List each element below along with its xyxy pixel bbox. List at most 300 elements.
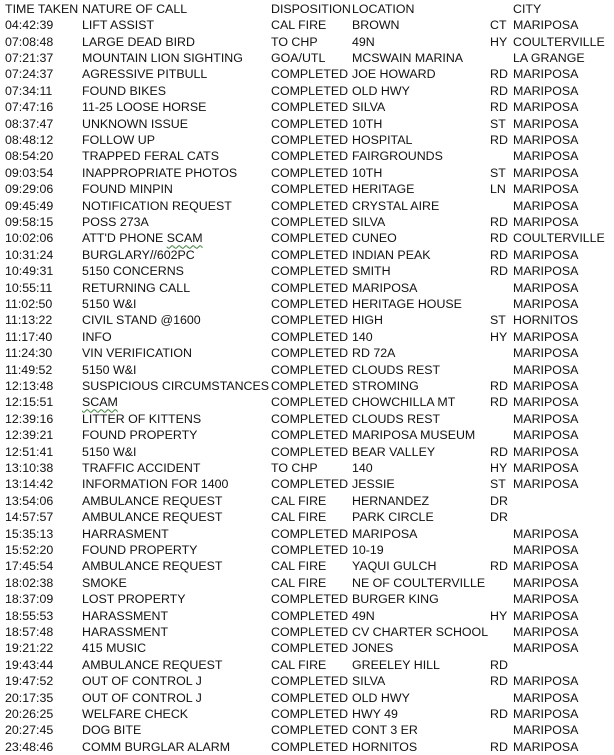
- table-row: [0, 394, 614, 410]
- call-disposition: COMPLETED: [271, 362, 349, 377]
- table-row: [0, 99, 614, 115]
- call-location: MCSWAIN MARINA: [352, 51, 464, 65]
- call-street-suffix: CT: [490, 18, 507, 33]
- call-disposition: CAL FIRE: [271, 559, 327, 574]
- table-row: [0, 608, 614, 624]
- table-row: [0, 476, 614, 492]
- call-street-suffix: RD: [490, 264, 508, 279]
- table-row: [0, 116, 614, 132]
- call-disposition: COMPLETED: [271, 67, 349, 82]
- table-row: [0, 362, 614, 378]
- call-city: MARIPOSA: [513, 165, 579, 180]
- call-street-suffix: ST: [490, 313, 506, 328]
- table-row: [0, 493, 614, 509]
- call-disposition: COMPLETED: [271, 297, 349, 311]
- table-row: [0, 148, 614, 164]
- call-disposition: COMPLETED: [271, 723, 349, 738]
- call-street-suffix: RD: [490, 739, 508, 754]
- call-location: JONES: [352, 641, 394, 656]
- call-street-suffix: RD: [490, 67, 508, 82]
- table-row: [0, 345, 614, 361]
- call-city: MARIPOSA: [513, 297, 579, 311]
- call-nature: COMM BURGLAR ALARM: [82, 739, 231, 754]
- call-time: 11:49:52: [5, 362, 53, 377]
- call-city: MARIPOSA: [513, 461, 579, 475]
- call-nature: AMBULANCE REQUEST: [82, 657, 223, 672]
- table-row: [0, 17, 614, 33]
- call-street-suffix: DR: [490, 493, 508, 508]
- call-nature: MOUNTAIN LION SIGHTING: [82, 51, 243, 65]
- call-nature: LIFT ASSIST: [82, 18, 155, 33]
- table-row: [0, 558, 614, 574]
- call-disposition: COMPLETED: [271, 707, 349, 721]
- table-row: [0, 83, 614, 99]
- call-city: MARIPOSA: [513, 592, 579, 607]
- call-city: MARIPOSA: [513, 559, 579, 574]
- call-location: SILVA: [352, 215, 386, 229]
- call-time: 19:21:22: [5, 641, 54, 656]
- call-city: MARIPOSA: [513, 575, 579, 590]
- call-time: 08:37:47: [5, 116, 54, 131]
- call-disposition: COMPLETED: [271, 608, 349, 623]
- call-nature: [82, 394, 118, 410]
- call-disposition: COMPLETED: [271, 149, 349, 164]
- call-nature: DOG BITE: [82, 723, 142, 738]
- call-nature: [82, 230, 203, 246]
- call-location: CHOWCHILLA MT: [352, 395, 456, 410]
- call-city: MARIPOSA: [513, 18, 579, 33]
- call-disposition: COMPLETED: [271, 231, 349, 246]
- call-disposition: COMPLETED: [271, 133, 349, 147]
- call-city: MARIPOSA: [513, 133, 579, 147]
- call-city: COULTERVILLE: [513, 231, 605, 246]
- call-disposition: COMPLETED: [271, 182, 349, 197]
- call-city: MARIPOSA: [513, 739, 579, 754]
- call-location: 10TH: [352, 116, 383, 131]
- call-time: 12:15:51: [5, 395, 54, 410]
- table-row: [0, 657, 614, 673]
- call-location: HOSPITAL: [352, 133, 413, 147]
- call-location: CV CHARTER SCHOOL: [352, 625, 489, 639]
- call-street-suffix: ST: [490, 165, 506, 180]
- call-nature: 5150 W&I: [82, 362, 137, 377]
- spellcheck-flagged-word: SCAM: [82, 395, 118, 410]
- call-disposition: COMPLETED: [271, 313, 349, 328]
- call-location: GREELEY HILL: [352, 657, 440, 672]
- call-time: 20:27:45: [5, 723, 54, 738]
- call-nature: RETURNING CALL: [82, 280, 191, 295]
- call-disposition: COMPLETED: [271, 83, 349, 98]
- table-row: [0, 50, 614, 66]
- call-disposition: TO CHP: [271, 34, 318, 49]
- call-nature: 5150 W&I: [82, 297, 137, 311]
- call-city: HORNITOS: [513, 313, 579, 328]
- call-location: 140: [352, 461, 373, 475]
- call-disposition: COMPLETED: [271, 116, 349, 131]
- call-street-suffix: RD: [490, 657, 508, 672]
- call-disposition: COMPLETED: [271, 215, 349, 229]
- call-disposition: COMPLETED: [271, 592, 349, 607]
- call-nature: 5150 CONCERNS: [82, 264, 184, 279]
- header-disposition: DISPOSITION: [271, 2, 351, 16]
- call-nature: AMBULANCE REQUEST: [82, 493, 223, 508]
- call-street-suffix: RD: [490, 215, 508, 229]
- call-location: SILVA: [352, 100, 386, 115]
- call-city: MARIPOSA: [513, 182, 579, 197]
- call-street-suffix: RD: [490, 395, 508, 410]
- call-disposition: COMPLETED: [271, 477, 349, 492]
- call-location: HERITAGE: [352, 182, 415, 197]
- table-row: [0, 280, 614, 296]
- call-location: CONT 3 ER: [352, 723, 418, 738]
- table-row: [0, 542, 614, 558]
- call-time: 07:08:48: [5, 34, 54, 49]
- call-time: 10:02:06: [5, 231, 54, 246]
- call-location: MARIPOSA: [352, 526, 418, 541]
- call-street-suffix: HY: [490, 329, 508, 344]
- call-disposition: COMPLETED: [271, 329, 349, 344]
- table-row: [0, 247, 614, 263]
- call-street-suffix: RD: [490, 707, 508, 721]
- call-city: MARIPOSA: [513, 395, 579, 410]
- call-city: MARIPOSA: [513, 428, 579, 443]
- call-location: RD 72A: [352, 346, 396, 361]
- table-row: [0, 230, 614, 246]
- table-row: [0, 329, 614, 345]
- call-disposition: COMPLETED: [271, 411, 349, 426]
- call-time: 18:57:48: [5, 625, 54, 639]
- call-time: 13:14:42: [5, 477, 54, 492]
- call-nature: LARGE DEAD BIRD: [82, 34, 195, 49]
- call-time: 12:39:16: [5, 411, 54, 426]
- call-nature: FOUND PROPERTY: [82, 428, 198, 443]
- header-nature: NATURE OF CALL: [82, 2, 188, 16]
- call-time: 10:49:31: [5, 264, 54, 279]
- call-location: 140: [352, 329, 373, 344]
- table-row: [0, 673, 614, 689]
- table-row: [0, 198, 614, 214]
- call-nature: INFORMATION FOR 1400: [82, 477, 229, 492]
- table-row: [0, 378, 614, 394]
- call-street-suffix: ST: [490, 116, 506, 131]
- call-city: MARIPOSA: [513, 707, 579, 721]
- call-time: 20:26:25: [5, 707, 54, 721]
- call-city: MARIPOSA: [513, 67, 579, 82]
- call-location: JOE HOWARD: [352, 67, 436, 82]
- call-nature: OUT OF CONTROL J: [82, 690, 202, 705]
- call-time: 08:54:20: [5, 149, 54, 164]
- call-disposition: CAL FIRE: [271, 575, 327, 590]
- call-street-suffix: RD: [490, 231, 508, 246]
- call-nature: 5150 W&I: [82, 444, 137, 459]
- call-nature: VIN VERIFICATION: [82, 346, 192, 361]
- call-city: COULTERVILLE: [513, 34, 605, 49]
- call-nature: HARASSMENT: [82, 625, 169, 639]
- table-row: [0, 706, 614, 722]
- call-nature: SMOKE: [82, 575, 127, 590]
- call-location: CUNEO: [352, 231, 397, 246]
- call-location: HORNITOS: [352, 739, 418, 754]
- call-nature: FOUND PROPERTY: [82, 543, 198, 557]
- call-city: LA GRANGE: [513, 51, 585, 65]
- table-row: [0, 312, 614, 328]
- call-time: 18:55:53: [5, 608, 54, 623]
- header-row: [0, 1, 614, 17]
- call-time: 07:34:11: [5, 83, 53, 98]
- call-disposition: COMPLETED: [271, 674, 349, 689]
- call-street-suffix: RD: [490, 83, 508, 98]
- call-disposition: COMPLETED: [271, 428, 349, 443]
- call-street-suffix: RD: [490, 674, 508, 689]
- call-street-suffix: HY: [490, 34, 508, 49]
- call-city: MARIPOSA: [513, 116, 579, 131]
- call-location: HERNANDEZ: [352, 493, 430, 508]
- call-street-suffix: RD: [490, 100, 508, 115]
- table-row: [0, 165, 614, 181]
- call-nature: AMBULANCE REQUEST: [82, 559, 223, 574]
- call-disposition: COMPLETED: [271, 526, 349, 541]
- call-disposition: TO CHP: [271, 461, 318, 475]
- table-row: [0, 66, 614, 82]
- call-disposition: COMPLETED: [271, 247, 349, 262]
- call-nature: FOUND BIKES: [82, 83, 166, 98]
- call-time: 11:24:30: [5, 346, 53, 361]
- call-street-suffix: RD: [490, 559, 508, 574]
- call-location: HERITAGE HOUSE: [352, 297, 462, 311]
- call-location: HIGH: [352, 313, 383, 328]
- call-nature: 415 MUSIC: [82, 641, 147, 656]
- call-disposition: COMPLETED: [271, 198, 349, 213]
- call-street-suffix: RD: [490, 444, 508, 459]
- call-location: BEAR VALLEY: [352, 444, 436, 459]
- call-nature: WELFARE CHECK: [82, 707, 189, 721]
- call-time: 12:13:48: [5, 379, 54, 393]
- call-city: MARIPOSA: [513, 444, 579, 459]
- call-nature: LITTER OF KITTENS: [82, 411, 202, 426]
- call-time: 19:43:44: [5, 657, 54, 672]
- call-nature: NOTIFICATION REQUEST: [82, 198, 232, 213]
- call-street-suffix: RD: [490, 133, 508, 147]
- call-disposition: COMPLETED: [271, 690, 349, 705]
- call-time: 09:03:54: [5, 165, 54, 180]
- call-location: FAIRGROUNDS: [352, 149, 443, 164]
- call-nature: SUSPICIOUS CIRCUMSTANCES: [82, 379, 270, 393]
- table-row: [0, 411, 614, 427]
- table-row: [0, 427, 614, 443]
- call-street-suffix: ST: [490, 477, 506, 492]
- call-city: MARIPOSA: [513, 100, 579, 115]
- call-city: MARIPOSA: [513, 329, 579, 344]
- call-city: MARIPOSA: [513, 477, 579, 492]
- call-time: 17:45:54: [5, 559, 54, 574]
- call-location: HWY 49: [352, 707, 398, 721]
- table-row: [0, 296, 614, 312]
- call-city: MARIPOSA: [513, 198, 579, 213]
- call-nature: AGRESSIVE PITBULL: [82, 67, 208, 82]
- call-disposition: GOA/UTL: [271, 51, 326, 65]
- call-nature-text: ATT'D PHONE: [82, 231, 167, 246]
- call-time: 14:57:57: [5, 510, 54, 525]
- call-street-suffix: HY: [490, 461, 508, 475]
- call-city: MARIPOSA: [513, 280, 579, 295]
- table-row: [0, 509, 614, 525]
- call-location: CLOUDS REST: [352, 362, 441, 377]
- table-row: [0, 526, 614, 542]
- call-disposition: CAL FIRE: [271, 657, 327, 672]
- call-city: MARIPOSA: [513, 83, 579, 98]
- call-location: SMITH: [352, 264, 391, 279]
- spellcheck-flagged-word: SCAM: [166, 231, 203, 246]
- call-disposition: COMPLETED: [271, 280, 349, 295]
- call-disposition: COMPLETED: [271, 100, 349, 115]
- call-street-suffix: RD: [490, 379, 508, 393]
- call-location: YAQUI GULCH: [352, 559, 437, 574]
- call-location: BURGER KING: [352, 592, 439, 607]
- call-city: MARIPOSA: [513, 362, 579, 377]
- call-time: 11:13:22: [5, 313, 53, 328]
- table-row: [0, 690, 614, 706]
- call-time: 15:35:13: [5, 526, 54, 541]
- call-city: MARIPOSA: [513, 625, 579, 639]
- call-disposition: COMPLETED: [271, 165, 349, 180]
- header-location: LOCATION: [352, 2, 415, 16]
- call-nature: 11-25 LOOSE HORSE: [82, 100, 207, 115]
- call-location: JESSIE: [352, 477, 395, 492]
- call-time: 10:55:11: [5, 280, 53, 295]
- call-location: 10-19: [352, 543, 384, 557]
- call-time: 11:02:50: [5, 297, 53, 311]
- call-time: 18:37:09: [5, 592, 54, 607]
- call-time: 07:47:16: [5, 100, 54, 115]
- call-city: MARIPOSA: [513, 411, 579, 426]
- call-nature: UNKNOWN ISSUE: [82, 116, 189, 131]
- call-nature: AMBULANCE REQUEST: [82, 510, 223, 525]
- call-nature: INFO: [82, 329, 112, 344]
- call-nature: FOLLOW UP: [82, 133, 155, 147]
- call-nature: BURGLARY//602PC: [82, 247, 195, 262]
- call-time: 12:39:21: [5, 428, 54, 443]
- call-disposition: COMPLETED: [271, 379, 349, 393]
- call-disposition: COMPLETED: [271, 264, 349, 279]
- call-city: MARIPOSA: [513, 526, 579, 541]
- call-city: MARIPOSA: [513, 608, 579, 623]
- call-time: 07:21:37: [5, 51, 54, 65]
- call-disposition: CAL FIRE: [271, 493, 327, 508]
- call-city: MARIPOSA: [513, 674, 579, 689]
- call-location: MARIPOSA: [352, 280, 418, 295]
- call-street-suffix: HY: [490, 608, 508, 623]
- call-time: 10:31:24: [5, 247, 54, 262]
- call-city: MARIPOSA: [513, 346, 579, 361]
- call-time: 23:48:46: [5, 739, 54, 754]
- call-city: MARIPOSA: [513, 641, 579, 656]
- table-row: [0, 624, 614, 640]
- call-location: BROWN: [352, 18, 400, 33]
- call-location: STROMING: [352, 379, 419, 393]
- table-row: [0, 132, 614, 148]
- call-time: 18:02:38: [5, 575, 54, 590]
- call-disposition: COMPLETED: [271, 641, 349, 656]
- call-time: 04:42:39: [5, 18, 54, 33]
- call-street-suffix: RD: [490, 247, 508, 262]
- call-nature: FOUND MINPIN: [82, 182, 173, 197]
- call-time: 15:52:20: [5, 543, 54, 557]
- call-location: PARK CIRCLE: [352, 510, 434, 525]
- call-nature: HARRASMENT: [82, 526, 169, 541]
- call-nature: TRAPPED FERAL CATS: [82, 149, 220, 164]
- call-time: 09:29:06: [5, 182, 54, 197]
- call-time: 13:10:38: [5, 461, 54, 475]
- table-row: [0, 263, 614, 279]
- call-disposition: COMPLETED: [271, 625, 349, 639]
- table-row: [0, 640, 614, 656]
- call-city: MARIPOSA: [513, 543, 579, 557]
- call-time: 19:47:52: [5, 674, 54, 689]
- header-time: TIME TAKEN: [5, 2, 79, 16]
- call-disposition: COMPLETED: [271, 739, 349, 754]
- table-row: [0, 460, 614, 476]
- call-disposition: COMPLETED: [271, 444, 349, 459]
- call-time: 09:45:49: [5, 198, 54, 213]
- call-time: 12:51:41: [5, 444, 54, 459]
- table-row: [0, 214, 614, 230]
- call-nature: TRAFFIC ACCIDENT: [82, 461, 201, 475]
- call-location: MARIPOSA MUSEUM: [352, 428, 476, 443]
- call-street-suffix: LN: [490, 182, 506, 197]
- call-time: 20:17:35: [5, 690, 54, 705]
- call-city: MARIPOSA: [513, 379, 579, 393]
- call-disposition: COMPLETED: [271, 543, 349, 557]
- call-city: MARIPOSA: [513, 723, 579, 738]
- call-location: NE OF COULTERVILLE: [352, 575, 486, 590]
- call-disposition: CAL FIRE: [271, 510, 327, 525]
- call-city: MARIPOSA: [513, 264, 579, 279]
- call-location: 49N: [352, 34, 375, 49]
- call-city: MARIPOSA: [513, 215, 579, 229]
- call-time: 07:24:37: [5, 67, 54, 82]
- call-nature: POSS 273A: [82, 215, 149, 229]
- call-location: OLD HWY: [352, 690, 410, 705]
- header-city: CITY: [513, 2, 542, 16]
- call-disposition: CAL FIRE: [271, 18, 327, 33]
- table-row: [0, 722, 614, 738]
- call-time: 08:48:12: [5, 133, 54, 147]
- call-disposition: COMPLETED: [271, 395, 349, 410]
- call-city: MARIPOSA: [513, 247, 579, 262]
- call-location: 49N: [352, 608, 375, 623]
- call-time: 09:58:15: [5, 215, 54, 229]
- call-time: 13:54:06: [5, 493, 54, 508]
- call-location: SILVA: [352, 674, 386, 689]
- call-time: 11:17:40: [5, 329, 53, 344]
- table-row: [0, 444, 614, 460]
- call-nature: OUT OF CONTROL J: [82, 674, 202, 689]
- call-city: MARIPOSA: [513, 690, 579, 705]
- call-nature: INAPPROPRIATE PHOTOS: [82, 165, 238, 180]
- table-row: [0, 591, 614, 607]
- call-location: INDIAN PEAK: [352, 247, 431, 262]
- call-street-suffix: DR: [490, 510, 508, 525]
- table-row: [0, 575, 614, 591]
- call-nature: LOST PROPERTY: [82, 592, 186, 607]
- call-disposition: COMPLETED: [271, 346, 349, 361]
- call-location: OLD HWY: [352, 83, 410, 98]
- call-location: CLOUDS REST: [352, 411, 441, 426]
- call-nature: CIVIL STAND @1600: [82, 313, 201, 328]
- table-row: [0, 34, 614, 50]
- table-row: [0, 739, 614, 755]
- call-location: CRYSTAL AIRE: [352, 198, 440, 213]
